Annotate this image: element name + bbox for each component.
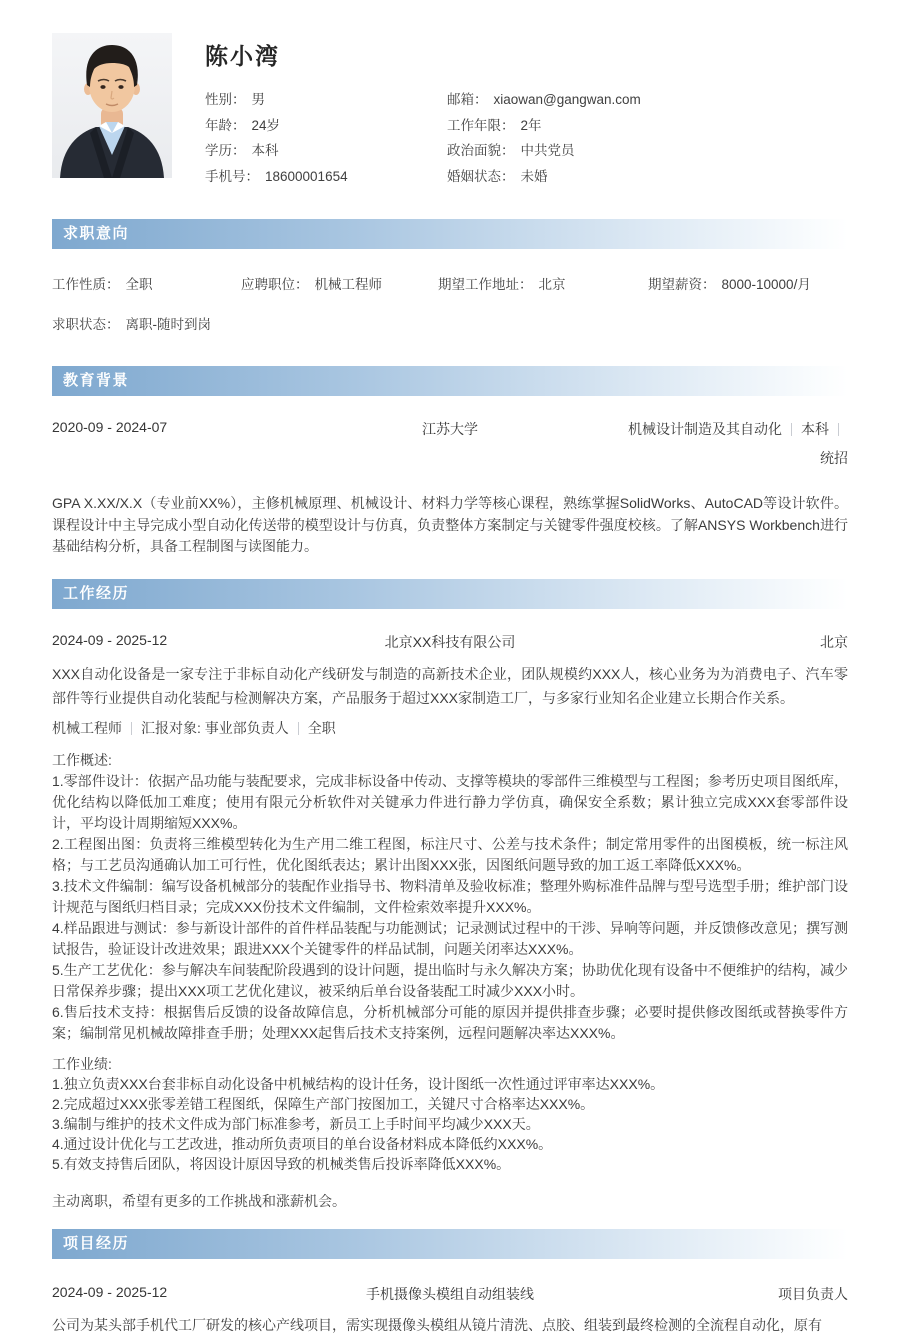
job-status-value: 离职-随时到岗 <box>125 317 211 332</box>
divider <box>838 423 839 436</box>
leave-reason-note: 主动离职，希望有更多的工作挑战和涨薪机会。 <box>52 1192 346 1209</box>
project-entry-row <box>52 1284 848 1304</box>
field-job-nature <box>52 273 241 293</box>
education-enrollment-type: 统招 <box>820 450 848 466</box>
email-label: 邮箱： <box>447 92 488 107</box>
job-nature-label: 工作性质： <box>52 277 120 292</box>
job-nature-value: 全职 <box>125 277 153 292</box>
work-overview-block <box>52 750 848 1044</box>
target-position-label: 应聘职位： <box>241 277 309 292</box>
info-row-phone <box>205 164 447 190</box>
project-description: 公司为某头部手机代工厂研发的核心产线项目，需实现摄像头模组从镜片清洗、点胶、组装到最终检测的全流程自动化，原有 <box>52 1316 822 1333</box>
work-position: 机械工程师 <box>52 719 122 736</box>
divider <box>791 423 792 436</box>
project-period: 2024-09 - 2025-12 <box>52 1283 168 1300</box>
work-years-label: 工作年限： <box>447 117 515 133</box>
work-entry-row <box>52 632 848 652</box>
work-period: 2024-09 - 2025-12 <box>52 631 168 648</box>
candidate-name: 陈小湾 <box>205 43 280 69</box>
expected-salary-value: 8000-10000/月 <box>721 277 811 292</box>
section-bar-job-intent <box>52 219 848 249</box>
target-city-label: 期望工作地址： <box>438 277 533 292</box>
project-role: 项目负责人 <box>778 1285 848 1302</box>
work-company: 北京XX科技有限公司 <box>384 633 516 650</box>
personal-info-grid <box>205 87 848 189</box>
age-value: 24岁 <box>251 117 281 133</box>
education-period: 2020-09 - 2024-07 <box>52 419 168 435</box>
education-entry-row <box>52 419 848 468</box>
work-employment-type: 全职 <box>307 719 336 736</box>
section-title-education: 教育背景 <box>63 372 130 389</box>
info-row-marital-status <box>447 164 848 190</box>
work-overview-item-5: 5.生产工艺优化：参与解决车间装配阶段遇到的设计问题，提出临时与永久解决方案；协助优化现有设备中不便维护的结构，减少日常保养步骤；提出XXX项工艺优化建议，被采纳后单台设备装配工时减少XXX小时。 <box>52 961 848 999</box>
education-value: 本科 <box>251 143 279 158</box>
job-intent-fields-row2 <box>52 313 848 333</box>
phone-label: 手机号： <box>205 168 259 184</box>
job-intent-fields-row1 <box>52 273 848 293</box>
marital-status-label: 婚姻状态： <box>447 168 515 184</box>
section-title-project-experience: 项目经历 <box>63 1234 130 1252</box>
work-achievement-item-4: 4.通过设计优化与工艺改进，推动所负责项目的单台设备材料成本降低约XXX%。 <box>52 1135 553 1152</box>
education-degree-block <box>628 419 848 468</box>
expected-salary-label: 期望薪资： <box>648 277 716 292</box>
field-expected-salary <box>648 273 848 293</box>
work-achievement-item-5: 5.有效支持售后团队，将因设计原因导致的机械类售后投诉率降低XXX%。 <box>52 1155 511 1172</box>
header-info <box>205 33 848 189</box>
age-label: 年龄： <box>205 117 246 133</box>
phone-value: 18600001654 <box>265 168 348 184</box>
personal-info-left-column <box>205 87 447 189</box>
divider <box>298 722 299 735</box>
section-bar-work-experience <box>52 579 848 609</box>
education-school: 江苏大学 <box>422 421 478 437</box>
section-title-job-intent: 求职意向 <box>63 225 130 242</box>
education-major-degree-line <box>628 419 848 439</box>
work-achievement-item-2: 2.完成超过XXX张零差错工程图纸，保障生产部门按图加工，关键尺寸合格率达XXX%。 <box>52 1095 595 1112</box>
work-position-row <box>52 718 848 738</box>
job-status-label: 求职状态： <box>52 317 120 332</box>
resume-header <box>52 33 848 189</box>
work-years-value: 2年 <box>520 117 542 133</box>
profile-photo-illustration <box>52 33 172 178</box>
political-status-label: 政治面貌： <box>447 143 515 158</box>
info-row-work-years <box>447 113 848 139</box>
work-location: 北京 <box>820 633 848 650</box>
section-bar-education <box>52 366 848 396</box>
gender-value: 男 <box>251 92 265 107</box>
education-description: GPA X.XX/X.X（专业前XX%），主修机械原理、机械设计、材料力学等核心课程，熟练掌握SolidWorks、AutoCAD等设计软件。课程设计中主导完成小型自动化传送带的模型设计与仿真，负责整体方案制定与关键零件强度校核。了解ANSYS Workbench进行基础结构分析，具备工程制图与读图能力。 <box>52 495 848 554</box>
section-title-work-experience: 工作经历 <box>63 584 130 602</box>
work-achievement-item-3: 3.编制与维护的技术文件成为部门标准参考，新员工上手时间平均减少XXX天。 <box>52 1115 540 1132</box>
profile-photo <box>52 33 172 178</box>
work-overview-item-6: 6.售后技术支持：根据售后反馈的设备故障信息，分析机械部分可能的原因并提供排查步骤；必要时提供修改图纸或替换零件方案；编制常见机械故障排查手册；处理XXX起售后技术支持案例，远程问题解决率达XXX%。 <box>52 1003 848 1041</box>
section-bar-project-experience <box>52 1229 848 1259</box>
target-city-value: 北京 <box>538 277 566 292</box>
info-row-education <box>205 138 447 164</box>
work-overview-item-1: 1.零部件设计：依据产品功能与装配要求，完成非标设备中传动、支撑等模块的零部件三维模型与工程图；参考历史项目图纸库，优化结构以降低加工难度；使用有限元分析软件对关键承力件进行静力学仿真，确保安全系数；累计独立完成XXX套零部件设计，平均设计周期缩短XXX%。 <box>52 772 848 831</box>
work-overview-title: 工作概述: <box>52 751 112 768</box>
info-row-political-status <box>447 138 848 164</box>
field-target-position <box>241 273 438 293</box>
field-target-city <box>438 273 648 293</box>
work-overview-item-3: 3.技术文件编制：编写设备机械部分的装配作业指导书、物料清单及验收标准；整理外购标准件品牌与型号选型手册；维护部门设计规范与图纸归档目录；完成XXX份技术文件编制，文件检索效率提升XXX%。 <box>52 877 848 915</box>
gender-label: 性别： <box>205 92 246 107</box>
email-value: xiaowan@gangwan.com <box>493 92 641 107</box>
project-name: 手机摄像头模组自动组装线 <box>366 1285 534 1302</box>
work-report-line: 汇报对象: 事业部负责人 <box>141 719 289 736</box>
info-row-gender <box>205 87 447 113</box>
education-label: 学历： <box>205 143 246 158</box>
marital-status-value: 未婚 <box>520 168 548 184</box>
field-job-status <box>52 313 848 333</box>
info-row-age <box>205 113 447 139</box>
personal-info-right-column <box>447 87 848 189</box>
work-achievements-title: 工作业绩: <box>52 1055 112 1072</box>
work-overview-item-4: 4.样品跟进与测试：参与新设计部件的首件样品装配与功能测试；记录测试过程中的干涉、异响等问题，并反馈修改意见；撰写测试报告，验证设计改进效果；跟进XXX个关键零件的样品试制，问题关闭率达XXX%。 <box>52 919 848 957</box>
info-row-email <box>447 87 848 113</box>
divider <box>131 722 132 735</box>
work-achievement-item-1: 1.独立负责XXX台套非标自动化设备中机械结构的设计任务，设计图纸一次性通过评审率达XXX%。 <box>52 1075 665 1092</box>
target-position-value: 机械工程师 <box>314 277 382 292</box>
work-achievements-block <box>52 1054 848 1174</box>
education-major: 机械设计制造及其自动化 <box>628 421 782 437</box>
company-introduction: XXX自动化设备是一家专注于非标自动化产线研发与制造的高新技术企业，团队规模约XXX人，核心业务为为消费电子、汽车零部件等行业提供自动化装配与检测解决方案，产品服务于超过XXX家制造工厂，与多家行业知名企业建立长期合作关系。 <box>52 665 848 706</box>
education-degree: 本科 <box>801 421 829 437</box>
political-status-value: 中共党员 <box>520 143 575 158</box>
work-overview-item-2: 2.工程图出图：负责将三维模型转化为生产用二维工程图，标注尺寸、公差与技术条件；制定常用零件的出图模板，统一标注风格；与工艺员沟通确认加工可行性，优化图纸表达；累计出图XXX张，因图纸问题导致的加工返工率降低XXX%。 <box>52 835 848 873</box>
